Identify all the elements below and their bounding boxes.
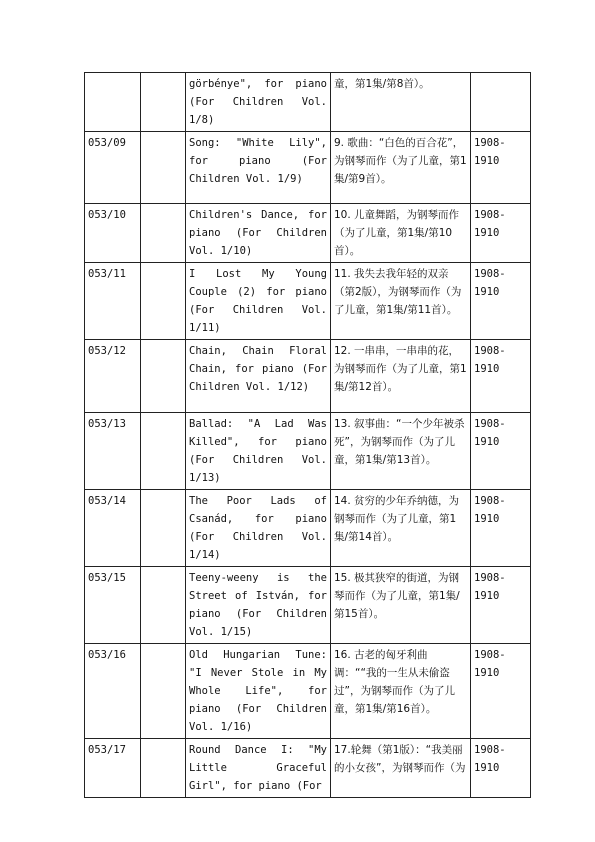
table-row [85, 490, 531, 567]
table-body [85, 73, 531, 798]
catalog-number-cell: 053/14 [85, 490, 141, 567]
english-title-cell: Old Hungarian Tune: "I Never Stole in My Whole Life", for piano (For Children Vol. 1/16) [186, 644, 331, 739]
catalog-number-cell: 053/11 [85, 263, 141, 340]
catalog-number-cell: 053/10 [85, 204, 141, 263]
english-title-cell: Ballad: "A Lad Was Killed", for piano (For Children Vol. 1/13) [186, 413, 331, 490]
english-title-cell: Chain, Chain Floral Chain, for piano (For Children Vol. 1/12) [186, 340, 331, 413]
chinese-title-cell: 9. 歌曲：“白色的百合花”，为钢琴而作（为了儿童，第1集/第9首）。 [331, 132, 471, 204]
chinese-title-cell: 13. 叙事曲：“一个少年被杀死”，为钢琴而作（为了儿童，第1集/第13首）。 [331, 413, 471, 490]
blank-cell [141, 567, 186, 644]
table-row [85, 644, 531, 739]
table-row [85, 263, 531, 340]
english-title-cell: I Lost My Young Couple (2) for piano (For Children Vol. 1/11) [186, 263, 331, 340]
blank-cell [141, 132, 186, 204]
english-title-cell: The Poor Lads of Csanád, for piano (For Children Vol. 1/14) [186, 490, 331, 567]
date-cell: 1908-1910 [471, 567, 531, 644]
blank-cell [141, 263, 186, 340]
english-title-cell: Round Dance I: "My Little Graceful Girl", for piano (For [186, 739, 331, 798]
table-row [85, 204, 531, 263]
blank-cell [141, 204, 186, 263]
chinese-title-cell: 17.轮舞（第1版）：“我美丽的小女孩”，为钢琴而作（为 [331, 739, 471, 798]
date-cell: 1908-1910 [471, 132, 531, 204]
works-catalog-table [84, 72, 531, 798]
chinese-title-cell: 11. 我失去我年轻的双亲（第2版），为钢琴而作（为了儿童，第1集/第11首）。 [331, 263, 471, 340]
table-row [85, 413, 531, 490]
date-cell [471, 73, 531, 132]
date-cell: 1908-1910 [471, 490, 531, 567]
chinese-title-cell: 15. 极其狭窄的街道，为钢琴而作（为了儿童，第1集/第15首）。 [331, 567, 471, 644]
english-title-cell: Teeny-weeny is the Street of István, for piano (For Children Vol. 1/15) [186, 567, 331, 644]
table-row [85, 340, 531, 413]
chinese-title-cell: 12. 一串串，一串串的花，为钢琴而作（为了儿童，第1集/第12首）。 [331, 340, 471, 413]
blank-cell [141, 644, 186, 739]
catalog-number-cell [85, 73, 141, 132]
catalog-number-cell: 053/15 [85, 567, 141, 644]
blank-cell [141, 490, 186, 567]
date-cell: 1908-1910 [471, 413, 531, 490]
blank-cell [141, 340, 186, 413]
chinese-title-cell: 16. 古老的匈牙利曲调：““我的一生从未偷盗过”，为钢琴而作（为了儿童，第1集/第16首）。 [331, 644, 471, 739]
table-row [85, 132, 531, 204]
chinese-title-cell: 童，第1集/第8首）。 [331, 73, 471, 132]
table-row [85, 567, 531, 644]
catalog-number-cell: 053/09 [85, 132, 141, 204]
chinese-title-cell: 14. 贫穷的少年乔纳德，为钢琴而作（为了儿童，第1集/第14首）。 [331, 490, 471, 567]
blank-cell [141, 739, 186, 798]
chinese-title-cell: 10. 儿童舞蹈，为钢琴而作（为了儿童，第1集/第10首）。 [331, 204, 471, 263]
catalog-number-cell: 053/16 [85, 644, 141, 739]
catalog-number-cell: 053/13 [85, 413, 141, 490]
catalog-number-cell: 053/12 [85, 340, 141, 413]
table-row [85, 73, 531, 132]
blank-cell [141, 413, 186, 490]
date-cell: 1908-1910 [471, 204, 531, 263]
english-title-cell: Song: "White Lily", for piano (For Children Vol. 1/9) [186, 132, 331, 204]
english-title-cell: Children's Dance, for piano (For Children Vol. 1/10) [186, 204, 331, 263]
english-title-cell: görbénye", for piano (For Children Vol. 1/8) [186, 73, 331, 132]
date-cell: 1908-1910 [471, 340, 531, 413]
catalog-number-cell: 053/17 [85, 739, 141, 798]
table-row [85, 739, 531, 798]
date-cell: 1908-1910 [471, 644, 531, 739]
date-cell: 1908-1910 [471, 739, 531, 798]
blank-cell [141, 73, 186, 132]
date-cell: 1908-1910 [471, 263, 531, 340]
